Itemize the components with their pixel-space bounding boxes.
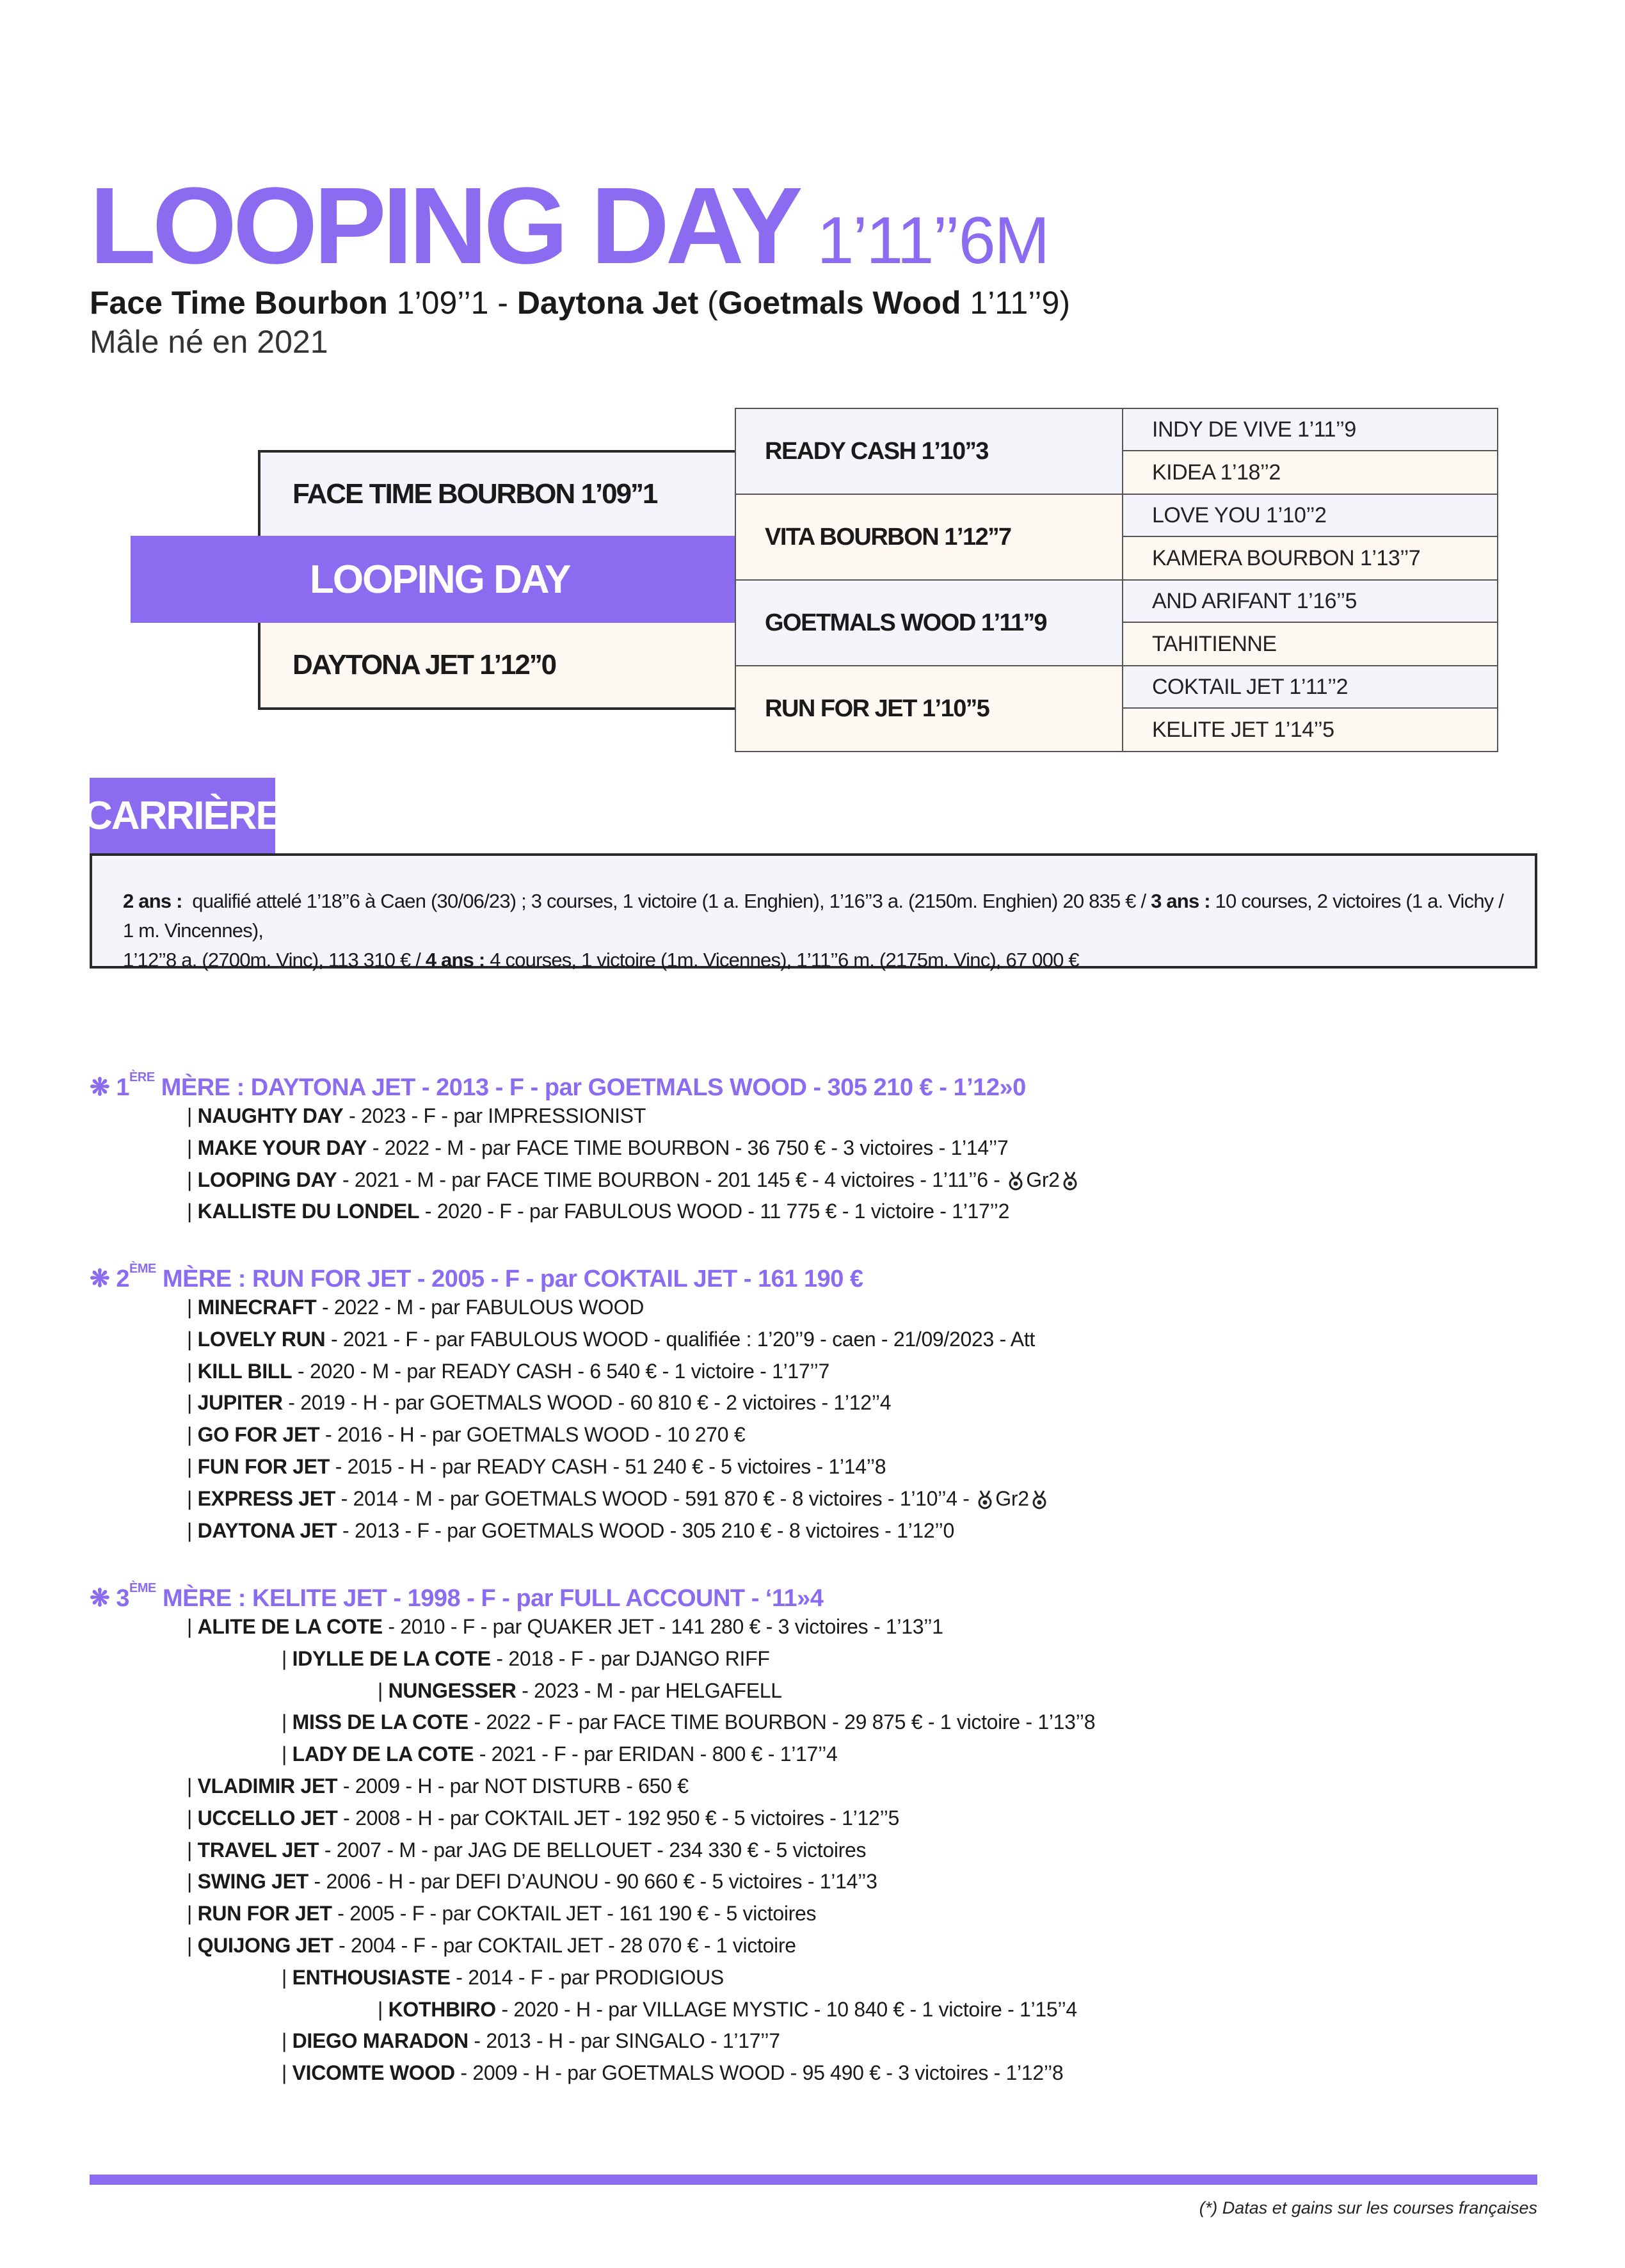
dam-rank: 2 bbox=[116, 1266, 130, 1292]
offspring-name: ENTHOUSIASTE bbox=[292, 1965, 451, 1989]
offspring-info: - 2009 - H - par NOT DISTURB - 650 € bbox=[342, 1774, 689, 1798]
offspring-row: | ALITE DE LA COTE - 2010 - F - par QUAKER JET - 141 280 € - 3 victoires - 1’13’’1 bbox=[187, 1615, 943, 1638]
offspring-info: - 2010 - F - par QUAKER JET - 141 280 € - 3 victoires - 1’13’’1 bbox=[388, 1615, 943, 1638]
dam-line-heading bbox=[90, 1070, 1026, 1102]
offspring-row: | EXPRESS JET - 2014 - M - par GOETMALS WOOD - 591 870 € - 8 victoires - 1’10’’4 - Gr2 bbox=[187, 1487, 1050, 1511]
sire-record: 1’09’’1 bbox=[396, 285, 489, 321]
pedigree-gp-2 bbox=[735, 494, 1123, 581]
offspring-name: FUN FOR JET bbox=[197, 1455, 330, 1478]
pedigree-ggp-label: KIDEA 1’18’’2 bbox=[1152, 460, 1281, 485]
dam-rank-suffix: ÈME bbox=[129, 1262, 156, 1276]
offspring-info: - 2006 - H - par DEFI D’AUNOU - 90 660 € - 5 victoires - 1’14’’3 bbox=[314, 1870, 877, 1894]
pedigree-ggp-6 bbox=[1122, 622, 1498, 666]
offspring-row: | GO FOR JET - 2016 - H - par GOETMALS WOOD - 10 270 € bbox=[187, 1423, 746, 1447]
career-y2-text: qualifié attelé 1’18’’6 à Caen (30/06/23) ; 3 courses, 1 victoire (1 a. Enghien), 1’16’’3 a. (2150m. Enghien) 20 835 € / bbox=[192, 890, 1146, 912]
career-box bbox=[90, 853, 1537, 969]
offspring-name: QUIJONG JET bbox=[197, 1934, 333, 1957]
dam-line-text: MÈRE : KELITE JET - 1998 - F - par FULL ACCOUNT - ‘11»4 bbox=[162, 1585, 824, 1612]
offspring-info: - 2013 - F - par GOETMALS WOOD - 305 210 € - 8 victoires - 1’12’’0 bbox=[342, 1518, 954, 1542]
star-bullet-icon: ❋ bbox=[90, 1585, 110, 1612]
horse-record: 1’11’’6M bbox=[817, 204, 1049, 278]
offspring-info: - 2014 - M - par GOETMALS WOOD - 591 870 € - 8 victoires - 1’10’’4 - bbox=[340, 1486, 970, 1510]
dam-rank-suffix: ÈME bbox=[129, 1581, 156, 1595]
pedigree-ggp-5 bbox=[1122, 579, 1498, 623]
pedigree-dam bbox=[258, 623, 735, 710]
career-y4-text: 4 courses, 1 victoire (1m. Vicennes), 1’11’’6 m. (2175m. Vinc), 67 000 € bbox=[490, 949, 1079, 971]
offspring-row: | NAUGHTY DAY - 2023 - F - par IMPRESSIONIST bbox=[187, 1104, 646, 1127]
offspring-info: - 2021 - M - par FACE TIME BOURBON - 201 145 € - 4 victoires - 1’11’’6 - bbox=[342, 1168, 1000, 1191]
offspring-row: | DIEGO MARADON - 2013 - H - par SINGALO - 1’17’’7 bbox=[282, 2029, 780, 2053]
offspring-row: | LOVELY RUN - 2021 - F - par FABULOUS WOOD - qualifiée : 1’20’’9 - caen - 21/09/2023 - Att bbox=[187, 1327, 1036, 1351]
offspring-name: MAKE YOUR DAY bbox=[197, 1136, 367, 1159]
offspring-name: MINECRAFT bbox=[197, 1296, 317, 1319]
pedigree-ggp-label: LOVE YOU 1’10’’2 bbox=[1152, 503, 1327, 527]
offspring-info: - 2008 - H - par COKTAIL JET - 192 950 € - 5 victoires - 1’12’’5 bbox=[343, 1806, 900, 1830]
offspring-info: - 2015 - H - par READY CASH - 51 240 € - 5 victoires - 1’14’’8 bbox=[335, 1455, 886, 1478]
pedigree-sire-label: FACE TIME BOURBON 1’09’’1 bbox=[292, 478, 657, 510]
offspring-row: | DAYTONA JET - 2013 - F - par GOETMALS WOOD - 305 210 € - 8 victoires - 1’12’’0 bbox=[187, 1518, 954, 1542]
parents-line: Face Time Bourbon 1’09’’1 - Daytona Jet (Goetmals Wood 1’11’’9) bbox=[90, 285, 1070, 321]
birth-line: Mâle né en 2021 bbox=[90, 324, 328, 360]
pedigree-gp-label: VITA BOURBON 1’12’’7 bbox=[765, 523, 1011, 551]
offspring-name: RUN FOR JET bbox=[197, 1902, 332, 1926]
offspring-row: | MAKE YOUR DAY - 2022 - M - par FACE TIME BOURBON - 36 750 € - 3 victoires - 1’14’’7 bbox=[187, 1136, 1009, 1159]
pedigree-sire bbox=[258, 450, 735, 536]
offspring-row: | LADY DE LA COTE - 2021 - F - par ERIDAN - 800 € - 1’17’’4 bbox=[282, 1742, 838, 1766]
offspring-info: - 2020 - M - par READY CASH - 6 540 € - 1 victoire - 1’17’’7 bbox=[298, 1359, 829, 1383]
pedigree-ggp-2 bbox=[1122, 450, 1498, 495]
offspring-row: | QUIJONG JET - 2004 - F - par COKTAIL JET - 28 070 € - 1 victoire bbox=[187, 1934, 796, 1957]
offspring-info: - 2022 - M - par FABULOUS WOOD bbox=[321, 1296, 644, 1319]
offspring-info: - 2018 - F - par DJANGO RIFF bbox=[496, 1646, 770, 1670]
dam-line-heading bbox=[90, 1264, 863, 1293]
dam-line-heading bbox=[90, 1581, 824, 1613]
medal-icon bbox=[1030, 1490, 1048, 1509]
damsire-record: 1’11’’9 bbox=[970, 285, 1060, 321]
offspring-name: VICOMTE WOOD bbox=[292, 2061, 455, 2085]
offspring-info: - 2016 - H - par GOETMALS WOOD - 10 270 € bbox=[325, 1423, 746, 1447]
offspring-row: | MISS DE LA COTE - 2022 - F - par FACE TIME BOURBON - 29 875 € - 1 victoire - 1’13’’8 bbox=[282, 1710, 1096, 1734]
pedigree-ggp-label: AND ARIFANT 1’16’’5 bbox=[1152, 588, 1357, 613]
dam-rank: 3 bbox=[116, 1585, 130, 1612]
dam-line-text: MÈRE : DAYTONA JET - 2013 - F - par GOETMALS WOOD - 305 210 € - 1’12»0 bbox=[161, 1074, 1026, 1101]
offspring-name: JUPITER bbox=[197, 1391, 283, 1415]
pedigree-ggp-label: INDY DE VIVE 1’11’’9 bbox=[1152, 417, 1356, 442]
offspring-info: - 2023 - F - par IMPRESSIONIST bbox=[349, 1104, 646, 1127]
offspring-name: NUNGESSER bbox=[388, 1678, 516, 1702]
pedigree-gp-4 bbox=[735, 665, 1123, 752]
dam-rank: 1 bbox=[116, 1074, 130, 1101]
offspring-row: | JUPITER - 2019 - H - par GOETMALS WOOD - 60 810 € - 2 victoires - 1’12’’4 bbox=[187, 1391, 892, 1415]
offspring-name: DAYTONA JET bbox=[197, 1518, 337, 1542]
offspring-info: - 2023 - M - par HELGAFELL bbox=[522, 1678, 782, 1702]
offspring-row: | LOOPING DAY - 2021 - M - par FACE TIME BOURBON - 201 145 € - 4 victoires - 1’11’’6 - Gr2 bbox=[187, 1168, 1080, 1192]
footer-bar bbox=[90, 2175, 1537, 2185]
offspring-info: - 2007 - M - par JAG DE BELLOUET - 234 330 € - 5 victoires bbox=[324, 1838, 867, 1862]
damsire-name: Goetmals Wood bbox=[717, 285, 961, 321]
pedigree-gp-label: GOETMALS WOOD 1’11’’9 bbox=[765, 609, 1047, 636]
offspring-name: SWING JET bbox=[197, 1870, 308, 1894]
offspring-name: KILL BILL bbox=[197, 1359, 292, 1383]
offspring-name: LOVELY RUN bbox=[197, 1327, 326, 1351]
offspring-row: | VICOMTE WOOD - 2009 - H - par GOETMALS WOOD - 95 490 € - 3 victoires - 1’12’’8 bbox=[282, 2061, 1064, 2085]
offspring-name: DIEGO MARADON bbox=[292, 2029, 468, 2053]
career-y4-label: 4 ans : bbox=[425, 949, 485, 971]
horse-name: LOOPING DAY bbox=[90, 165, 799, 287]
offspring-info: - 2004 - F - par COKTAIL JET - 28 070 € - 1 victoire bbox=[339, 1934, 796, 1957]
pedigree-ggp-7 bbox=[1122, 665, 1498, 709]
pedigree-subject-label: LOOPING DAY bbox=[310, 557, 570, 602]
career-y3-text: 10 courses, 2 victoires (1 a. Vichy / 1 m. Vincennes), bbox=[123, 890, 1504, 942]
group-badge: Gr2 bbox=[995, 1486, 1029, 1510]
pedigree-ggp-label: TAHITIENNE bbox=[1152, 631, 1277, 656]
career-y3-label: 3 ans : bbox=[1151, 890, 1210, 912]
pedigree-gp-label: READY CASH 1’10’’3 bbox=[765, 437, 988, 465]
pedigree-ggp-label: COKTAIL JET 1’11’’2 bbox=[1152, 674, 1349, 699]
pedigree-ggp-8 bbox=[1122, 707, 1498, 752]
career-heading: CARRIÈRE bbox=[90, 778, 275, 853]
offspring-info: - 2005 - F - par COKTAIL JET - 161 190 € - 5 victoires bbox=[337, 1902, 817, 1926]
offspring-info: - 2014 - F - par PRODIGIOUS bbox=[456, 1965, 724, 1989]
offspring-info: - 2013 - H - par SINGALO - 1’17’’7 bbox=[474, 2029, 780, 2053]
career-y2-label: 2 ans : bbox=[123, 890, 182, 912]
dam-name: Daytona Jet bbox=[516, 285, 699, 321]
offspring-name: MISS DE LA COTE bbox=[292, 1710, 468, 1734]
medal-icon bbox=[976, 1490, 994, 1509]
offspring-row: | RUN FOR JET - 2005 - F - par COKTAIL JET - 161 190 € - 5 victoires bbox=[187, 1902, 817, 1926]
horse-name-title bbox=[90, 165, 1049, 287]
offspring-name: KALLISTE DU LONDEL bbox=[197, 1200, 420, 1223]
pedigree-ggp-3 bbox=[1122, 494, 1498, 537]
offspring-name: LOOPING DAY bbox=[197, 1168, 337, 1191]
offspring-info: - 2020 - H - par VILLAGE MYSTIC - 10 840 € - 1 victoire - 1’15’’4 bbox=[501, 1997, 1077, 2021]
offspring-info: - 2020 - F - par FABULOUS WOOD - 11 775 € - 1 victoire - 1’17’’2 bbox=[424, 1200, 1010, 1223]
star-bullet-icon: ❋ bbox=[90, 1266, 110, 1292]
offspring-name: LADY DE LA COTE bbox=[292, 1742, 474, 1766]
career-y3-text-2: 1’12’’8 a. (2700m. Vinc), 113 310 € / bbox=[123, 949, 421, 971]
offspring-row: | FUN FOR JET - 2015 - H - par READY CASH - 51 240 € - 5 victoires - 1’14’’8 bbox=[187, 1455, 886, 1478]
pedigree-ggp-4 bbox=[1122, 536, 1498, 581]
offspring-row: | VLADIMIR JET - 2009 - H - par NOT DISTURB - 650 € bbox=[187, 1774, 689, 1798]
offspring-name: VLADIMIR JET bbox=[197, 1774, 338, 1798]
sire-name: Face Time Bourbon bbox=[90, 285, 388, 321]
offspring-row: | IDYLLE DE LA COTE - 2018 - F - par DJANGO RIFF bbox=[282, 1646, 770, 1670]
offspring-info: - 2019 - H - par GOETMALS WOOD - 60 810 € - 2 victoires - 1’12’’4 bbox=[288, 1391, 892, 1415]
offspring-name: KOTHBIRO bbox=[388, 1997, 496, 2021]
offspring-row: | KILL BILL - 2020 - M - par READY CASH - 6 540 € - 1 victoire - 1’17’’7 bbox=[187, 1359, 829, 1383]
offspring-name: NAUGHTY DAY bbox=[197, 1104, 344, 1127]
offspring-info: - 2021 - F - par FABULOUS WOOD - qualifiée : 1’20’’9 - caen - 21/09/2023 - Att bbox=[330, 1327, 1036, 1351]
group-badge: Gr2 bbox=[1026, 1168, 1060, 1191]
offspring-row: | NUNGESSER - 2023 - M - par HELGAFELL bbox=[378, 1678, 782, 1702]
pedigree-ggp-label: KELITE JET 1’14’’5 bbox=[1152, 717, 1334, 742]
offspring-info: - 2022 - M - par FACE TIME BOURBON - 36 750 € - 3 victoires - 1’14’’7 bbox=[372, 1136, 1009, 1159]
medal-icon bbox=[1007, 1171, 1025, 1191]
offspring-row: | UCCELLO JET - 2008 - H - par COKTAIL JET - 192 950 € - 5 victoires - 1’12’’5 bbox=[187, 1806, 900, 1830]
pedigree-ggp-1 bbox=[1122, 408, 1498, 451]
offspring-name: UCCELLO JET bbox=[197, 1806, 338, 1830]
dam-line-text: MÈRE : RUN FOR JET - 2005 - F - par COKTAIL JET - 161 190 € bbox=[162, 1266, 863, 1292]
offspring-name: TRAVEL JET bbox=[197, 1838, 319, 1862]
offspring-row: | MINECRAFT - 2022 - M - par FABULOUS WOOD bbox=[187, 1296, 644, 1319]
offspring-info: - 2022 - F - par FACE TIME BOURBON - 29 875 € - 1 victoire - 1’13’’8 bbox=[474, 1710, 1096, 1734]
offspring-info: - 2009 - H - par GOETMALS WOOD - 95 490 € - 3 victoires - 1’12’’8 bbox=[460, 2061, 1064, 2085]
pedigree-gp-1 bbox=[735, 408, 1123, 495]
offspring-row: | SWING JET - 2006 - H - par DEFI D’AUNOU - 90 660 € - 5 victoires - 1’14’’3 bbox=[187, 1870, 877, 1894]
offspring-name: IDYLLE DE LA COTE bbox=[292, 1646, 491, 1670]
offspring-name: GO FOR JET bbox=[197, 1423, 320, 1447]
offspring-name: ALITE DE LA COTE bbox=[197, 1615, 383, 1638]
offspring-info: - 2021 - F - par ERIDAN - 800 € - 1’17’’4 bbox=[479, 1742, 838, 1766]
pedigree-subject bbox=[131, 536, 735, 623]
offspring-row: | KALLISTE DU LONDEL - 2020 - F - par FABULOUS WOOD - 11 775 € - 1 victoire - 1’17’’2 bbox=[187, 1200, 1010, 1223]
star-bullet-icon: ❋ bbox=[90, 1074, 110, 1101]
offspring-row: | TRAVEL JET - 2007 - M - par JAG DE BELLOUET - 234 330 € - 5 victoires bbox=[187, 1838, 867, 1862]
pedigree-gp-3 bbox=[735, 579, 1123, 666]
pedigree-ggp-label: KAMERA BOURBON 1’13’’7 bbox=[1152, 545, 1421, 570]
offspring-row: | ENTHOUSIASTE - 2014 - F - par PRODIGIOUS bbox=[282, 1965, 724, 1989]
pedigree-dam-label: DAYTONA JET 1’12’’0 bbox=[292, 649, 556, 680]
pedigree-gp-label: RUN FOR JET 1’10’’5 bbox=[765, 695, 989, 722]
offspring-row: | KOTHBIRO - 2020 - H - par VILLAGE MYSTIC - 10 840 € - 1 victoire - 1’15’’4 bbox=[378, 1997, 1077, 2021]
offspring-name: EXPRESS JET bbox=[197, 1486, 336, 1510]
medal-icon bbox=[1061, 1171, 1079, 1191]
footnote: (*) Datas et gains sur les courses françaises bbox=[1199, 2198, 1537, 2217]
dam-rank-suffix: ÈRE bbox=[129, 1070, 155, 1084]
